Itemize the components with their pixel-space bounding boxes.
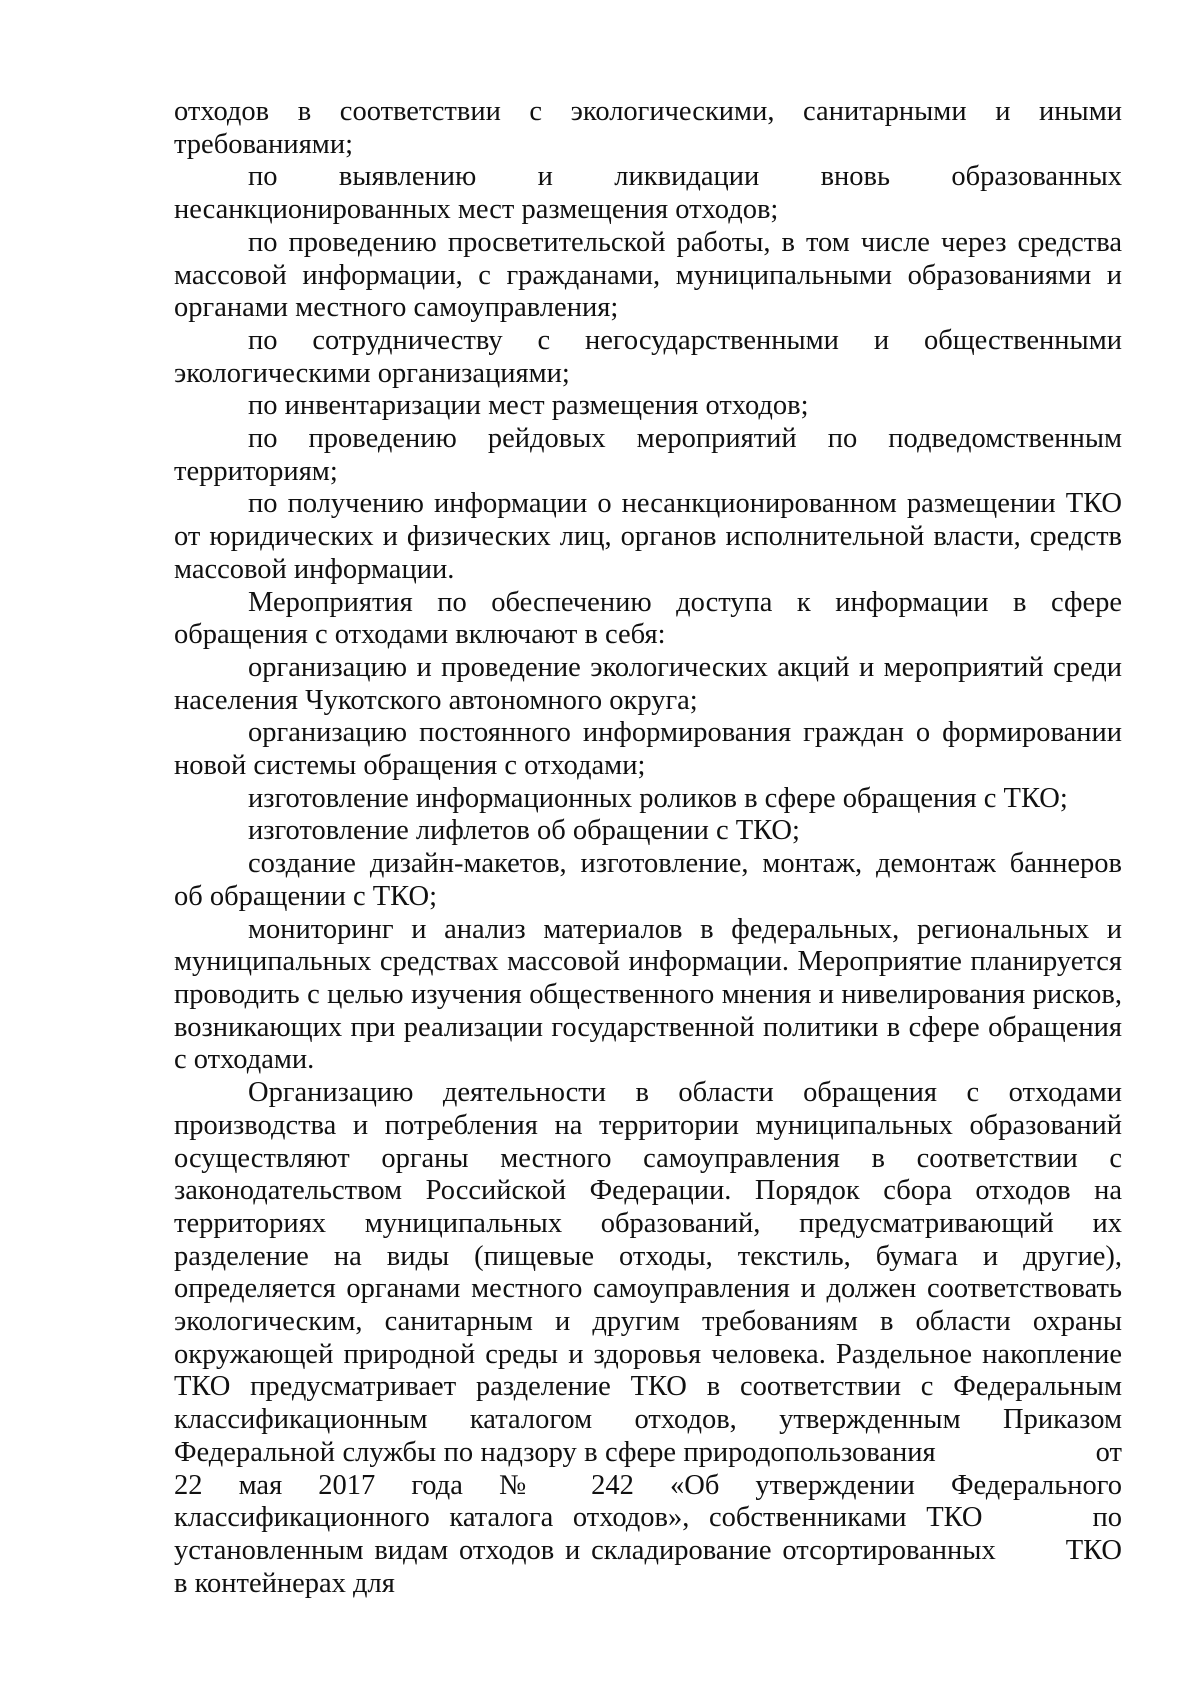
paragraph-main-tail-kinds: по установленным видам отходов и складирование отсортированных bbox=[174, 1502, 1122, 1566]
paragraph-item: по инвентаризации мест размещения отходов; bbox=[248, 390, 809, 422]
paragraph-main bbox=[174, 1077, 1122, 1600]
paragraph-main-tail-date: 22 мая 2017 года № 242 «Об утверждении Федерального классификационного каталога отходов», собственниками ТКО bbox=[174, 1469, 1122, 1534]
document-body bbox=[174, 96, 1122, 1600]
paragraph-main-tail-containers: ТКО в контейнерах для bbox=[174, 1534, 1122, 1599]
paragraph-main-tail-ot: от bbox=[1095, 1436, 1122, 1468]
paragraph-item: создание дизайн-макетов, изготовление, монтаж, демонтаж баннеров об обращении с ТКО; bbox=[174, 848, 1122, 912]
paragraph-item: по сотрудничеству с негосударственными и общественными экологическими организациями; bbox=[174, 324, 1122, 389]
paragraph-item: организацию постоянного информирования граждан о формировании новой системы обращения с отходами; bbox=[174, 717, 1122, 782]
paragraph-item: по проведению просветительской работы, в том числе через средства массовой информации, с гражданами, муниципальными образованиями и органами местного самоуправления; bbox=[174, 226, 1122, 324]
paragraph-item: Мероприятия по обеспечению доступа к информации в сфере обращения с отходами включают в себя: bbox=[174, 586, 1122, 651]
paragraph-item: по проведению рейдовых мероприятий по подведомственным территориям; bbox=[174, 423, 1122, 487]
paragraph-item: изготовление информационных роликов в сфере обращения с ТКО; bbox=[248, 782, 1068, 814]
paragraph-item: по выявлению и ликвидации вновь образованных несанкционированных мест размещения отходов; bbox=[174, 161, 1122, 226]
paragraph-item: по получению информации о несанкционированном размещении ТКО от юридических и физических лиц, органов исполнительной власти, средств массовой информации. bbox=[174, 488, 1122, 585]
paragraph-main-text: Организацию деятельности в области обращения с отходами производства и потребления на территории муниципальных образований осуществляют органы местного самоуправления в соответствии с законодательством Российской Федерации. Порядок сбора отходов на территориях муниципальных образований, предусматривающий их разделение на виды (пищевые отходы, текстиль, бумага и другие), определяется органами местного самоуправления и должен соответствовать экологическим, санитарным и другим требованиям в области охраны окружающей природной среды и здоровья человека. Раздельное накопление ТКО предусматривает разделение ТКО в соответствии с Федеральным классификационным каталогом отходов, утвержденным Приказом Федеральной службы по надзору в сфере природопользования bbox=[174, 1077, 1122, 1468]
paragraph-continuation: отходов в соответствии с экологическими, санитарными и иными требованиями; bbox=[174, 96, 1122, 160]
paragraph-item: организацию и проведение экологических акций и мероприятий среди населения Чукотского автономного округа; bbox=[174, 651, 1122, 716]
paragraph-item: изготовление лифлетов об обращении с ТКО; bbox=[248, 815, 800, 847]
paragraph-item: мониторинг и анализ материалов в федеральных, региональных и муниципальных средствах массовой информации. Мероприятие планируется проводить с целью изучения общественного мнения и нивелирования рисков, возникающих при реализации государственной политики в сфере обращения с отходами. bbox=[174, 913, 1122, 1076]
